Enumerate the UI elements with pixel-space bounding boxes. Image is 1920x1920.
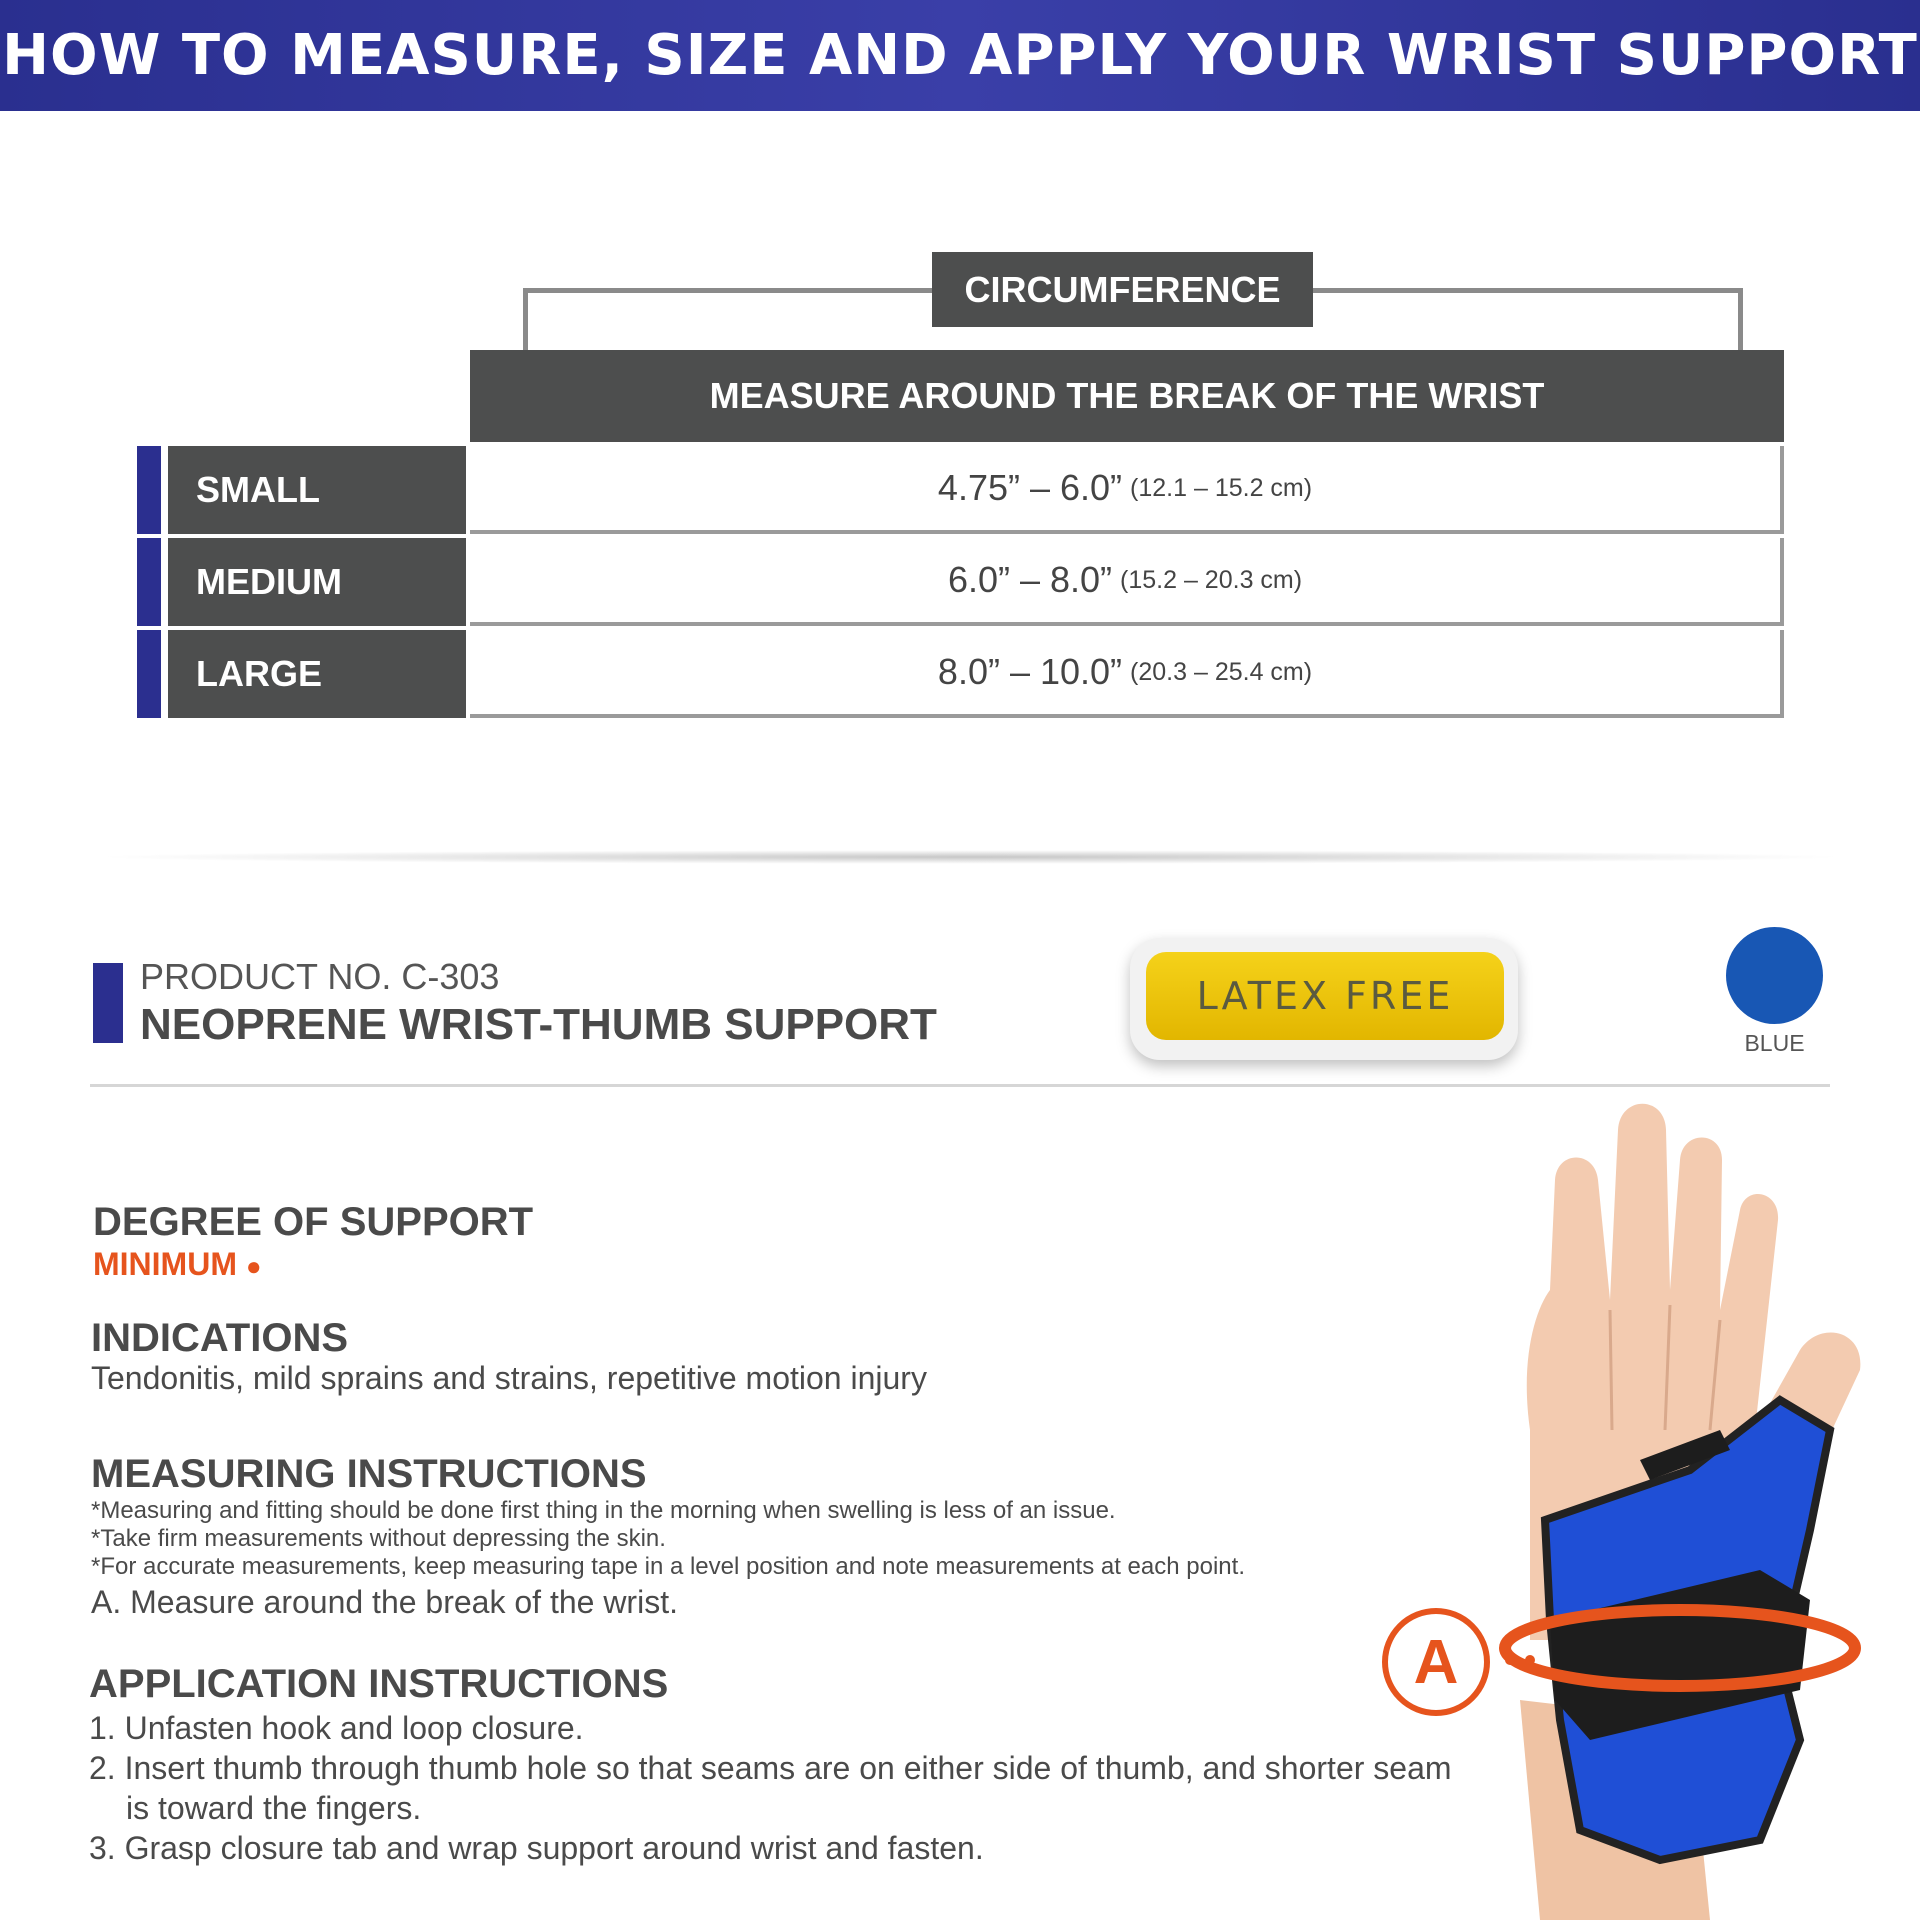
size-accent-large (137, 630, 161, 718)
dot-icon: ● (245, 1251, 262, 1281)
size-value-large (470, 630, 1784, 718)
connector-dot (1525, 1655, 1535, 1665)
size-inches: 6.0” – 8.0” (947, 559, 1113, 600)
application-heading: APPLICATION INSTRUCTIONS (89, 1662, 669, 1706)
support-level-text: MINIMUM (93, 1246, 237, 1282)
application-step: is toward the fingers. (126, 1790, 422, 1826)
size-value-medium (470, 538, 1784, 626)
measuring-note: *Take firm measurements without depressing the skin. (91, 1525, 666, 1552)
latex-free-badge: LATEX FREE (1146, 952, 1504, 1040)
circumference-label: CIRCUMFERENCE (932, 252, 1313, 327)
size-label-small: SMALL (168, 446, 466, 534)
wrist-support-illustration (1360, 1100, 1880, 1920)
support-level (93, 1246, 262, 1283)
measuring-note: *For accurate measurements, keep measuring tape in a level position and note measurements at each point. (91, 1553, 1245, 1580)
size-label-medium: MEDIUM (168, 538, 466, 626)
color-swatch-label: BLUE (1744, 1030, 1805, 1056)
measuring-heading: MEASURING INSTRUCTIONS (91, 1452, 647, 1496)
size-accent-medium (137, 538, 161, 626)
header-banner (0, 0, 1920, 111)
size-cm: (12.1 – 15.2 cm) (1130, 473, 1313, 502)
connector-dot (1505, 1655, 1515, 1665)
product-accent-bar (93, 963, 123, 1043)
section-divider (90, 850, 1850, 864)
size-cm: (15.2 – 20.3 cm) (1120, 565, 1303, 594)
application-step: 2. Insert thumb through thumb hole so that seams are on either side of thumb, and shorter seam (89, 1750, 1452, 1786)
product-number: PRODUCT NO. C-303 (140, 956, 500, 997)
size-inches: 4.75” – 6.0” (937, 467, 1123, 508)
product-name: NEOPRENE WRIST-THUMB SUPPORT (140, 1000, 937, 1049)
measure-header: MEASURE AROUND THE BREAK OF THE WRIST (470, 350, 1784, 442)
finger-crease (1610, 1310, 1612, 1430)
measuring-step-a: A. Measure around the break of the wrist. (91, 1584, 678, 1620)
indications-text: Tendonitis, mild sprains and strains, repetitive motion injury (91, 1360, 927, 1396)
measuring-note: *Measuring and fitting should be done first thing in the morning when swelling is less of an issue. (91, 1497, 1116, 1524)
size-value-small (470, 446, 1784, 534)
size-accent-small (137, 446, 161, 534)
horizontal-rule (90, 1084, 1830, 1087)
application-step: 3. Grasp closure tab and wrap support around wrist and fasten. (89, 1830, 984, 1866)
page-title: HOW TO MEASURE, SIZE AND APPLY YOUR WRIST SUPPORT (2, 23, 1918, 88)
support-heading: DEGREE OF SUPPORT (93, 1200, 534, 1244)
size-inches: 8.0” – 10.0” (937, 651, 1123, 692)
color-swatch-blue[interactable] (1726, 927, 1823, 1024)
application-step: 1. Unfasten hook and loop closure. (89, 1710, 584, 1746)
marker-a-letter: A (1413, 1627, 1459, 1697)
indications-heading: INDICATIONS (91, 1316, 349, 1360)
marker-a-badge (1382, 1608, 1490, 1716)
size-cm: (20.3 – 25.4 cm) (1130, 657, 1313, 686)
size-label-large: LARGE (168, 630, 466, 718)
